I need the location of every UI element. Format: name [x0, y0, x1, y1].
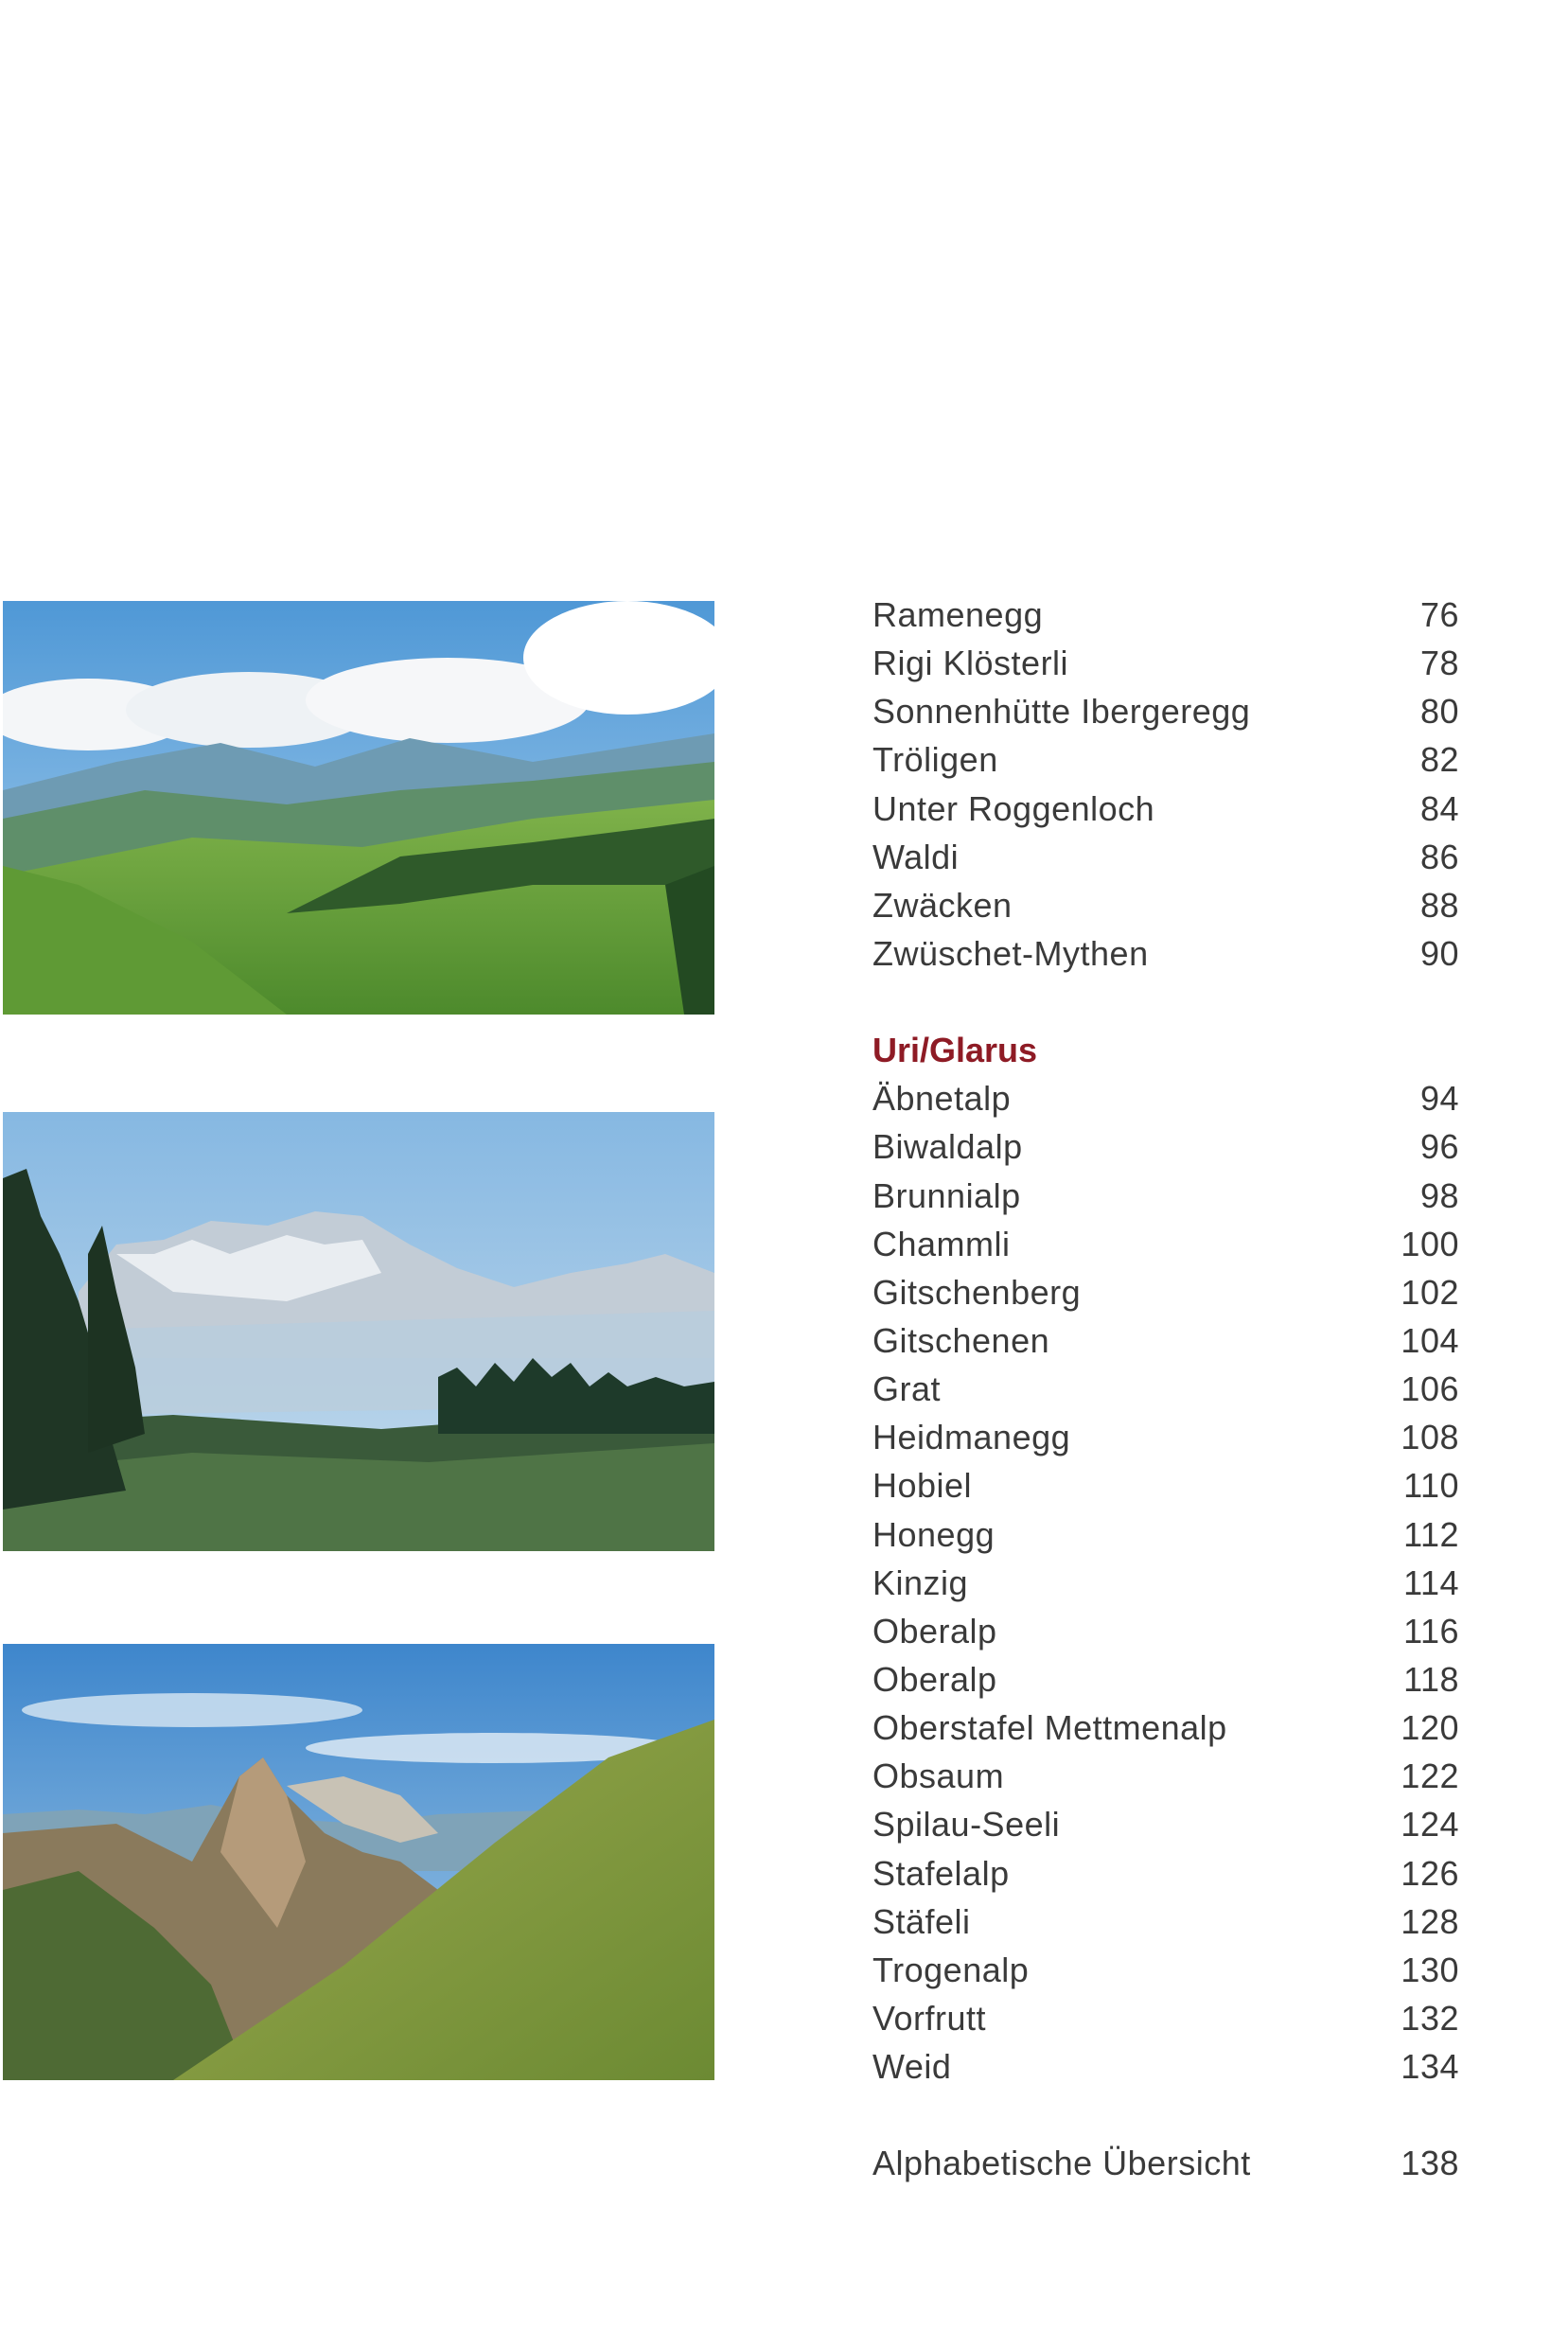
- toc-entry-title: Rigi Klösterli: [872, 644, 1069, 683]
- toc-entry: [872, 1510, 1459, 1559]
- toc-entry-title: Kinzig: [872, 1562, 969, 1602]
- toc-entry-page: 100: [1401, 1224, 1459, 1263]
- toc-entry: [872, 1074, 1459, 1122]
- toc-entry: [872, 1220, 1459, 1268]
- toc-entry-title: Grat: [872, 1369, 942, 1409]
- toc-entry-title: Chammli: [872, 1224, 1011, 1263]
- toc-entry: [872, 1994, 1459, 2042]
- toc-entry-title: Biwaldalp: [872, 1127, 1023, 1167]
- toc-entry: [872, 785, 1459, 833]
- toc-entry-page: 84: [1419, 788, 1459, 828]
- toc-entry-page: 128: [1401, 1901, 1459, 1941]
- toc-entry-title: Stafelalp: [872, 1853, 1010, 1893]
- mountain-range-mist-photo: [3, 1112, 714, 1551]
- toc-section-uri-glarus: [872, 1026, 1459, 2091]
- toc-entry-page: 98: [1419, 1175, 1459, 1215]
- toc-entry-page: 106: [1401, 1369, 1459, 1409]
- toc-entry-title: Äbnetalp: [872, 1079, 1012, 1119]
- toc-entry-page: 118: [1403, 1659, 1459, 1699]
- toc-entry: [872, 1898, 1459, 1946]
- toc-entry: [872, 929, 1459, 978]
- toc-entry-page: 126: [1401, 1853, 1459, 1893]
- toc-entry-page: 120: [1401, 1708, 1459, 1748]
- toc-entry-title: Oberstafel Mettmenalp: [872, 1708, 1227, 1748]
- toc-entry: [872, 1752, 1459, 1800]
- toc-entry: [872, 2042, 1459, 2091]
- toc-entry: [872, 639, 1459, 687]
- toc-entry: [872, 1413, 1459, 1461]
- toc-entry: [872, 1172, 1459, 1220]
- toc-entry-title: Oberalp: [872, 1659, 997, 1699]
- toc-entry: [872, 687, 1459, 735]
- toc-entry: [872, 833, 1459, 881]
- toc-entry-page: 108: [1401, 1418, 1459, 1457]
- toc-entry-title: Gitschenberg: [872, 1272, 1082, 1312]
- toc-entry-page: 114: [1403, 1562, 1459, 1602]
- alpine-valley-photo: [3, 601, 714, 1015]
- toc-entry-index: [872, 2139, 1459, 2187]
- toc-entry-title: Zwäcken: [872, 885, 1013, 925]
- toc-entry-page: 76: [1419, 595, 1459, 634]
- toc-entry-title: Gitschenen: [872, 1320, 1050, 1360]
- toc-entry-page: 130: [1401, 1950, 1459, 1989]
- toc-entry-page: 134: [1401, 2047, 1459, 2087]
- toc-entry-page: 96: [1419, 1127, 1459, 1167]
- toc-entry-title: Alphabetische Übersicht: [872, 2144, 1251, 2183]
- toc-entry-page: 78: [1419, 644, 1459, 683]
- toc-entry-page: 86: [1419, 837, 1459, 876]
- toc-entry-title: Heidmanegg: [872, 1418, 1071, 1457]
- toc-entry-title: Waldi: [872, 837, 960, 876]
- toc-entry-page: 104: [1401, 1320, 1459, 1360]
- toc-group-before: [872, 591, 1459, 978]
- toc-entry: [872, 1268, 1459, 1316]
- toc-entry-page: 138: [1401, 2144, 1459, 2183]
- toc-entry-title: Oberalp: [872, 1611, 997, 1651]
- toc-entry-title: Zwüschet-Mythen: [872, 933, 1149, 973]
- toc-entry-title: Obsaum: [872, 1757, 1005, 1796]
- toc-entry-title: Tröligen: [872, 740, 998, 780]
- toc-entry: [872, 1461, 1459, 1509]
- toc-entry: [872, 881, 1459, 929]
- toc-entry-page: 88: [1419, 885, 1459, 925]
- toc-entry-page: 112: [1403, 1514, 1459, 1554]
- toc-entry-title: Unter Roggenloch: [872, 788, 1155, 828]
- table-of-contents: [872, 591, 1459, 2187]
- toc-entry-page: 94: [1419, 1079, 1459, 1119]
- toc-entry-title: Honegg: [872, 1514, 995, 1554]
- toc-entry-page: 80: [1419, 692, 1459, 732]
- toc-entry: [872, 591, 1459, 639]
- toc-entry-title: Brunnialp: [872, 1175, 1021, 1215]
- toc-entry-page: 116: [1403, 1611, 1459, 1651]
- toc-entry: [872, 1800, 1459, 1848]
- toc-entry-page: 132: [1401, 1998, 1459, 2038]
- toc-entry-title: Sonnenhütte Ibergeregg: [872, 692, 1251, 732]
- toc-entry: [872, 1704, 1459, 1752]
- toc-entry-title: Vorfrutt: [872, 1998, 987, 2038]
- toc-entry-title: Stäfeli: [872, 1901, 971, 1941]
- toc-entry-page: 102: [1401, 1272, 1459, 1312]
- toc-entry: [872, 1607, 1459, 1655]
- toc-entry-title: Trogenalp: [872, 1950, 1030, 1989]
- toc-entry-title: Weid: [872, 2047, 952, 2087]
- toc-entry: [872, 1946, 1459, 1994]
- toc-entry-page: 82: [1419, 740, 1459, 780]
- toc-entry-page: 122: [1401, 1757, 1459, 1796]
- toc-entry: [872, 1316, 1459, 1365]
- toc-entry: [872, 1365, 1459, 1413]
- toc-entry-title: Ramenegg: [872, 595, 1044, 634]
- toc-entry: [872, 735, 1459, 784]
- toc-entry-page: 124: [1401, 1805, 1459, 1845]
- toc-entry-title: Hobiel: [872, 1466, 973, 1506]
- section-heading: Uri/Glarus: [872, 1031, 1038, 1070]
- rocky-peak-meadow-photo: [3, 1644, 714, 2080]
- toc-entry-title: Spilau-Seeli: [872, 1805, 1061, 1845]
- toc-entry-page: 110: [1403, 1466, 1459, 1506]
- toc-entry: [872, 1122, 1459, 1171]
- toc-entry: [872, 1849, 1459, 1898]
- toc-entry-page: 90: [1419, 933, 1459, 973]
- toc-entry: [872, 1559, 1459, 1607]
- toc-entry: [872, 1655, 1459, 1704]
